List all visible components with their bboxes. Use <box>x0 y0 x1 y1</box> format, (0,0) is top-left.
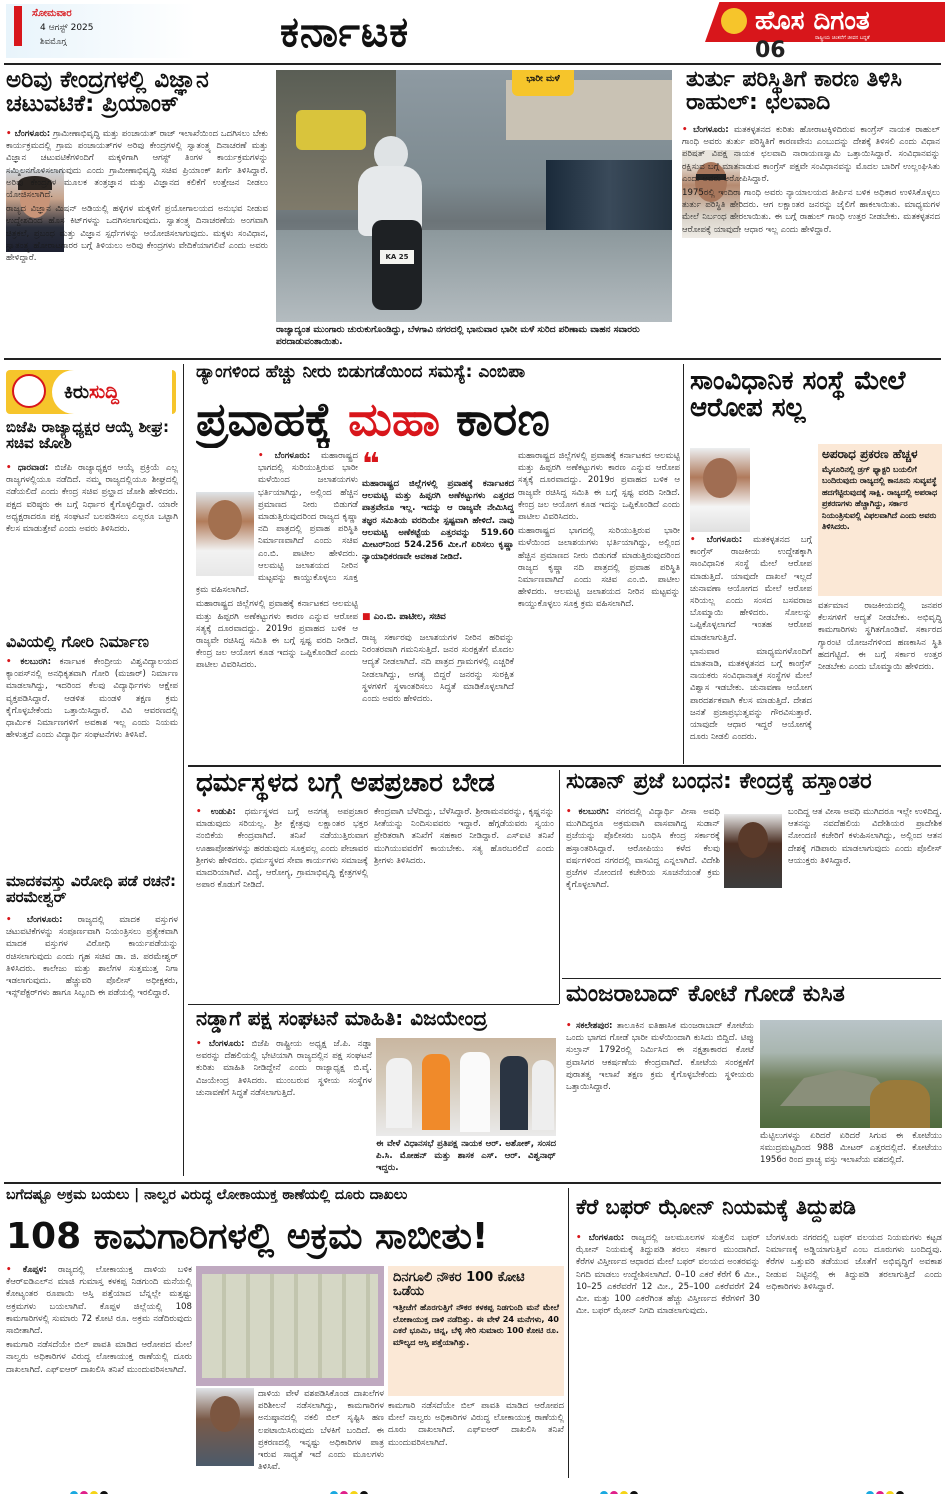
story6-body-p2: ಬಂದಿದ್ದ ಆತ ವೀಸಾ ಅವಧಿ ಮುಗಿದರೂ ಇಲ್ಲೇ ಉಳಿದಿದ್ದ. ಆತನನ್ನು ನವದೆಹಲಿಯ ವಿದೇಶಿಯರ ಪ್ರಾದೇಶಿಕ ನೋಂದಣಿ ಕಚೇರಿಗೆ ಕಳುಹಿಸಲಾಗಿದ್ದು, ಅಲ್ಲಿಂದ ಆತನ ದೇಶಕ್ಕೆ ಗಡಿಪಾರು ಮಾಡಲಾಗುವುದು ಎಂದು ಪೊಲೀಸ್ ಆಯುಕ್ತರು ತಿಳಿಸಿದ್ದಾರೆ. <box>788 807 942 866</box>
story3-body-p1: ಮಹಾರಾಷ್ಟ್ರದ ಭಾಗದಲ್ಲಿ ಸುರಿಯುತ್ತಿರುವ ಭಾರೀ ಮಳೆಯಿಂದ ಜಲಾಶಯಗಳು ಭರ್ತಿಯಾಗಿದ್ದು, ಅಲ್ಲಿಂದ ಹೆಚ್ಚಿನ ಪ್ರಮಾಣದ ನೀರು ಬಿಡುಗಡೆ ಮಾಡುತ್ತಿರುವುದರಿಂದ ರಾಜ್ಯದ ಕೃಷ್ಣಾ ನದಿ ಪಾತ್ರದಲ್ಲಿ ಪ್ರವಾಹ ಪರಿಸ್ಥಿತಿ ನಿರ್ಮಾಣವಾಗಿದೆ ಎಂದು ಸಚಿವ ಎಂ.ಬಿ. ಪಾಟೀಲ ಹೇಳಿದರು. ಆಲಮಟ್ಟಿ ಜಲಾಶಯದ ನೀರಿನ ಮಟ್ಟವನ್ನು ಕಾಯ್ದುಕೊಳ್ಳಲು ಸೂಕ್ತ ಕ್ರಮ ವಹಿಸಲಾಗಿದೆ. <box>196 451 358 596</box>
story4-body-col1 <box>690 444 812 762</box>
story7-body-col2 <box>760 1130 942 1176</box>
story5-headline: ಧರ್ಮಸ್ಥಳದ ಬಗ್ಗೆ ಅಪಪ್ರಚಾರ ಬೇಡ <box>196 770 495 798</box>
brief1-body-text: ಬಿಜೆಪಿ ರಾಜ್ಯಾಧ್ಯಕ್ಷರ ಆಯ್ಕೆ ಪ್ರಕ್ರಿಯೆ ಎಲ್ಲ ರಾಜ್ಯಗಳಲ್ಲಿಯೂ ನಡೆದಿದೆ. ನಮ್ಮ ರಾಜ್ಯದಲ್ಲಿಯೂ ಶೀಘ್ರದಲ್ಲಿ ನಡೆಯಲಿದೆ ಎಂದು ಕೇಂದ್ರ ಸಚಿವ ಪ್ರಲ್ಹಾದ ಜೋಶಿ ಹೇಳಿದರು. ಪಕ್ಷದ ವರಿಷ್ಠರು ಈ ಬಗ್ಗೆ ನಿರ್ಧಾರ ಕೈಗೊಳ್ಳಲಿದ್ದಾರೆ. ಯಾರೇ ಅಧ್ಯಕ್ಷರಾದರೂ ಪಕ್ಷ ಸಂಘಟನೆ ಬಲಪಡಿಸಲು ಎಲ್ಲರೂ ಒಟ್ಟಾಗಿ ಕೆಲಸ ಮಾಡುತ್ತೇವೆ ಎಂದು ಅವರು ತಿಳಿಸಿದರು. <box>6 463 178 535</box>
story3-quote-by: ಎಂ.ಬಿ. ಪಾಟೀಲ, ಸಚಿವ <box>373 612 446 622</box>
story3-body-col1 <box>196 450 358 762</box>
story7-body-p1: ತಾಲೂಕಿನ ಐತಿಹಾಸಿಕ ಮಂಜರಾಬಾದ್ ಕೋಟೆಯ ಒಂದು ಭಾಗದ ಗೋಡೆ ಭಾರೀ ಮಳೆಯಿಂದಾಗಿ ಕುಸಿದು ಬಿದ್ದಿದೆ. ಟಿಪ್ಪು ಸುಲ್ತಾನ್ 1792ರಲ್ಲಿ ನಿರ್ಮಿಸಿದ ಈ ನಕ್ಷತ್ರಾಕಾರದ ಕೋಟೆ ಪ್ರವಾಸಿಗರ ಆಕರ್ಷಣೆಯ ಕೇಂದ್ರವಾಗಿದೆ. ಕೋಟೆಯ ಸಂರಕ್ಷಣೆಗೆ ಪುರಾತತ್ವ ಇಲಾಖೆ ತಕ್ಷಣ ಕ್ರಮ ಕೈಗೊಳ್ಳಬೇಕೆಂದು ಸ್ಥಳೀಯರು ಒತ್ತಾಯಿಸಿದ್ದಾರೆ. <box>566 1021 754 1093</box>
brief1-headline: ಬಿಜೆಪಿ ರಾಜ್ಯಾಧ್ಯಕ್ಷರ ಆಯ್ಕೆ ಶೀಘ್ರ: ಸಚಿವ ಜೋಶಿ <box>6 420 169 452</box>
story6-body-col1 <box>566 806 782 974</box>
story3-body-col2 <box>362 632 514 762</box>
story3-headline-b: ಮಹಾ <box>348 392 440 446</box>
scooter-plate: KA 25 <box>380 250 414 264</box>
story9-kicker: ಬಗೆದಷ್ಟೂ ಅಕ್ರಮ ಬಯಲು | ನಾಲ್ವರ ವಿರುದ್ಧ ಲೋಕಾಯುಕ್ತ ಠಾಣೆಯಲ್ಲಿ ದೂರು ದಾಖಲು <box>6 1188 408 1203</box>
brief1-body <box>6 462 178 632</box>
story2-body-p2: 1975ರಲ್ಲಿ ಇಂದಿರಾ ಗಾಂಧಿ ಅವರು ನ್ಯಾಯಾಲಯದ ತೀರ್ಪಿನ ಬಳಿಕ ಅಧಿಕಾರ ಉಳಿಸಿಕೊಳ್ಳಲು ತುರ್ತು ಪರಿಸ್ಥಿತಿ ಹೇರಿದರು. ಆಗ ಲಕ್ಷಾಂತರ ಜನರನ್ನು ಜೈಲಿಗೆ ಹಾಕಲಾಯಿತು. ಮಾಧ್ಯಮಗಳ ಮೇಲೆ ನಿರ್ಬಂಧ ಹೇರಲಾಯಿತು. ಈ ಬಗ್ಗೆ ರಾಹುಲ್ ಗಾಂಧಿ ಉತ್ತರ ನೀಡಬೇಕು. ಮತಕಳ್ಳತನದ ಆರೋಪಕ್ಕೆ ಯಾವುದೇ ಆಧಾರ ಇಲ್ಲ ಎಂದು ಹೇಳಿದ್ದಾರೆ. <box>682 188 940 235</box>
story5-dateline: • ಉಡುಪಿ: <box>196 807 236 817</box>
brief2-headline: ವಿವಿಯಲ್ಲಿ ಗೋರಿ ನಿರ್ಮಾಣ <box>6 634 149 651</box>
story4-body-p3: ವರ್ತಮಾನ ರಾಜಕೀಯದಲ್ಲಿ ಜನಪರ ಕೆಲಸಗಳಿಗೆ ಆದ್ಯತೆ ನೀಡಬೇಕು. ಅಭಿವೃದ್ಧಿ ಕಾಮಗಾರಿಗಳು ಸ್ಥಗಿತಗೊಂಡಿವೆ. ಸರ್ಕಾರದ ಗ್ಯಾರಂಟಿ ಯೋಜನೆಗಳಿಂದ ಹಣಕಾಸಿನ ಸ್ಥಿತಿ ಹದಗೆಟ್ಟಿದೆ. ಈ ಬಗ್ಗೆ ಸರ್ಕಾರ ಉತ್ತರ ನೀಡಬೇಕು ಎಂದು ಬೊಮ್ಮಾಯಿ ಹೇಳಿದರು. <box>818 601 942 673</box>
lead-photo-caption: ರಾಜ್ಯಾದ್ಯಂತ ಮುಂಗಾರು ಚುರುಕುಗೊಂಡಿದ್ದು, ಬೆಳಗಾವಿ ನಗರದಲ್ಲಿ ಭಾನುವಾರ ಭಾರೀ ಮಳೆ ಸುರಿದ ಪರಿಣಾಮ ವಾಹನ ಸವಾರರು ಪರದಾಡುವಂತಾಯಿತು. <box>276 325 640 347</box>
story8-dateline: • ಬೆಂಗಳೂರು: <box>196 1039 244 1049</box>
masthead-rule <box>4 63 941 65</box>
story2-dateline: • ಬೆಂಗಳೂರು: <box>682 125 729 135</box>
story3-headline-c: ಕಾರಣ <box>455 392 550 446</box>
story9-box-head: ದಿನಗೂಲಿ ನೌಕರ 100 ಕೋಟಿ ಒಡೆಯ <box>393 1270 525 1299</box>
story1-dateline: • ಬೆಂಗಳೂರು: <box>6 129 50 139</box>
story3-body-p1b: ಮಹಾರಾಷ್ಟ್ರದ ಭಾಗದಲ್ಲಿ ಸುರಿಯುತ್ತಿರುವ ಭಾರೀ ಮಳೆಯಿಂದ ಜಲಾಶಯಗಳು ಭರ್ತಿಯಾಗಿದ್ದು, ಅಲ್ಲಿಂದ ಹೆಚ್ಚಿನ ಪ್ರಮಾಣದ ನೀರು ಬಿಡುಗಡೆ ಮಾಡುತ್ತಿರುವುದರಿಂದ ರಾಜ್ಯದ ಕೃಷ್ಣಾ ನದಿ ಪಾತ್ರದಲ್ಲಿ ಪ್ರವಾಹ ಪರಿಸ್ಥಿತಿ ನಿರ್ಮಾಣವಾಗಿದೆ ಎಂದು ಸಚಿವ ಎಂ.ಬಿ. ಪಾಟೀಲ ಹೇಳಿದರು. ಆಲಮಟ್ಟಿ ಜಲಾಶಯದ ನೀರಿನ ಮಟ್ಟವನ್ನು ಕಾಯ್ದುಕೊಳ್ಳಲು ಸೂಕ್ತ ಕ್ರಮ ವಹಿಸಲಾಗಿದೆ. <box>518 526 680 610</box>
story3-quote: ಮಹಾರಾಷ್ಟ್ರದ ಜಿಲ್ಲೆಗಳಲ್ಲಿ ಪ್ರವಾಹಕ್ಕೆ ಕರ್ನಾಟಕದ ಆಲಮಟ್ಟಿ ಮತ್ತು ಹಿಪ್ಪರಗಿ ಅಣೆಕಟ್ಟುಗಳು ಎತ್ತರದ ಪಾತ್ರವೇನೂ ಇಲ್ಲ. ಇದನ್ನು ಆ ರಾಜ್ಯವೇ ನೇಮಿಸಿದ್ದ ತಜ್ಞರ ಸಮಿತಿಯ ವರದಿಯೇ ಸ್ಪಷ್ಟವಾಗಿ ಹೇಳಿದೆ. ನಾವು ಆಲಮಟ್ಟಿ ಅಣೆಕಟ್ಟೆಯ ಎತ್ತರವನ್ನು 519.60 ಮೀಟರ್‌ನಿಂದ 524.256 ಮೀ.ಗೆ ಏರಿಸಲು ಕೃಷ್ಣಾ ನ್ಯಾಯಾಧಿಕರಣವೇ ಅವಕಾಶ ನೀಡಿದೆ. <box>362 479 514 563</box>
story2-body <box>682 124 940 354</box>
registration-marks-left <box>70 1484 130 1494</box>
story1-body-p1: ಗ್ರಾಮೀಣಾಭಿವೃದ್ಧಿ ಮತ್ತು ಪಂಚಾಯತ್ ರಾಜ್ ಇಲಾಖೆಯಿಂದ ಒದಗಿಸಲು ಬೇಕು ಕಾರ್ಯಕ್ರಮದಲ್ಲಿ ಗ್ರಾಮ ಪಂಚಾಯತ್‌ಗಳ ಅರಿವು ಕೇಂದ್ರಗಳಲ್ಲಿ ಸ್ವಾತಂತ್ರ್ಯ ದಿನಾಚರಣೆ ಮತ್ತು ವಿಜ್ಞಾನ ಚಟುವಟಿಕೆಗಳಿಂದಿಗೆ ಮಕ್ಕಳಿಗಾಗಿ ಆಗಸ್ಟ್ ತಿಂಗಳ ಕಾರ್ಯಕ್ರಮಗಳನ್ನು ಸಮ್ಮಿಲನಗೊಳಿಸಲಾಗುವುದು ಎಂದು ಗ್ರಾಮೀಣಾಭಿವೃದ್ಧಿ ಸಚಿವ ಪ್ರಿಯಾಂಕ್ ಖರ್ಗೆ ತಿಳಿಸಿದ್ದಾರೆ. ಅರಿವು ಕೇಂದ್ರಗಳ ಮೂಲಕ ತಂತ್ರಜ್ಞಾನ ಮತ್ತು ವಿಜ್ಞಾನದ ಕಲಿಕೆಗೆ ಉತ್ತೇಜನ ನೀಡಲು ಯೋಜಿಸಲಾಗಿದೆ. <box>6 129 268 201</box>
story7-body-col1 <box>566 1020 754 1176</box>
story10-headline: ಕೆರೆ ಬಫರ್ ಝೋನ್ ನಿಯಮಕ್ಕೆ ತಿದ್ದುಪಡಿ <box>576 1196 856 1219</box>
row1-rule <box>4 358 941 360</box>
registration-marks-right <box>866 1484 926 1494</box>
story5-divider <box>559 770 560 1004</box>
story10-body-p2: ಬೆಂಗಳೂರು ನಗರದಲ್ಲಿ ಬಫರ್ ವಲಯದ ನಿಯಮಗಳು ಕಟ್ಟಡ ನಿರ್ಮಾಣಕ್ಕೆ ಅಡ್ಡಿಯಾಗುತ್ತಿವೆ ಎಂಬ ದೂರುಗಳು ಬಂದಿದ್ದವು. ಕೆರೆಗಳ ಒತ್ತುವರಿ ತಡೆಯುವ ಜೊತೆಗೆ ಅಭಿವೃದ್ಧಿಗೆ ಅವಕಾಶ ನೀಡುವ ನಿಟ್ಟಿನಲ್ಲಿ ಈ ತಿದ್ದುಪಡಿ ತರಲಾಗುತ್ತಿದೆ ಎಂದು ಅಧಿಕಾರಿಗಳು ತಿಳಿಸಿದ್ದಾರೆ. <box>766 1233 942 1292</box>
sudan-accused-photo <box>724 814 782 888</box>
brief2-body <box>6 656 178 872</box>
registration-marks-center <box>330 1484 390 1494</box>
brief2-body-text: ಕರ್ನಾಟಕ ಕೇಂದ್ರೀಯ ವಿಶ್ವವಿದ್ಯಾಲಯದ ಕ್ಯಾಂಪಸ್‌ನಲ್ಲಿ ಅನಧಿಕೃತವಾಗಿ ಗೋರಿ (ಮಜಾರ್) ನಿರ್ಮಾಣ ಮಾಡಲಾಗಿದ್ದು, ಇದರಿಂದ ಕೆಲವು ವಿದ್ಯಾರ್ಥಿಗಳು ಆಕ್ಷೇಪ ವ್ಯಕ್ತಪಡಿಸಿದ್ದಾರೆ. ಆಡಳಿತ ಮಂಡಳಿ ತಕ್ಷಣ ಕ್ರಮ ಕೈಗೊಳ್ಳಬೇಕೆಂದು ಒತ್ತಾಯಿಸಿದ್ದಾರೆ. ವಿವಿ ಆವರಣದಲ್ಲಿ ಧಾರ್ಮಿಕ ನಿರ್ಮಾಣಗಳಿಗೆ ಅವಕಾಶ ಇಲ್ಲ ಎಂದು ನಿಯಮ ಹೇಳುತ್ತದೆ ಎಂದು ವಿದ್ಯಾರ್ಥಿ ಸಂಘಟನೆಗಳು ತಿಳಿಸಿವೆ. <box>6 657 178 741</box>
story10-body-p1: ರಾಜ್ಯದಲ್ಲಿ ಜಲಮೂಲಗಳ ಸುತ್ತಲಿನ ಬಫರ್ ಝೋನ್ ನಿಯಮಕ್ಕೆ ತಿದ್ದುಪಡಿ ತರಲು ಸರ್ಕಾರ ಮುಂದಾಗಿದೆ. ಕೆರೆಗಳ ವಿಸ್ತೀರ್ಣದ ಆಧಾರದ ಮೇಲೆ ಬಫರ್ ವಲಯದ ಅಂತರವನ್ನು ನಿಗದಿ ಮಾಡಲು ಉದ್ದೇಶಿಸಲಾಗಿದೆ. 0–10 ಎಕರೆ ಕೆರೆಗೆ 6 ಮೀ., 10–25 ಎಕರೆವರೆಗೆ 12 ಮೀ., 25–100 ಎಕರೆವರೆಗೆ 24 ಮೀ. ಮತ್ತು 100 ಎಕರೆಗಿಂತ ಹೆಚ್ಚು ವಿಸ್ತೀರ್ಣದ ಕೆರೆಗಳಿಗೆ 30 ಮೀ. ಬಫರ್ ಝೋನ್ ನಿಗದಿ ಮಾಡಲಾಗುವುದು. <box>576 1233 760 1317</box>
brief3-headline: ಮಾದಕವಸ್ತು ವಿರೋಧಿ ಪಡೆ ರಚನೆ: ಪರಮೇಶ್ವರ್ <box>6 874 176 906</box>
story9-body-col2 <box>258 1388 384 1476</box>
masthead-city: ಶಿವಮೊಗ್ಗ <box>40 37 67 47</box>
crime-box-body: ಮೈಸೂರಿನಲ್ಲಿ ಡ್ರಗ್ ಫ್ಯಾಕ್ಟರಿ ಬಯಲಿಗೆ ಬಂದಿರುವುದು ರಾಜ್ಯದಲ್ಲಿ ಕಾನೂನು ಸುವ್ಯವಸ್ಥೆ ಹದಗೆಟ್ಟಿರುವುದಕ್ಕೆ ಸಾಕ್ಷಿ. ರಾಜ್ಯದಲ್ಲಿ ಅಪರಾಧ ಪ್ರಕರಣಗಳು ಹೆಚ್ಚಾಗಿದ್ದು, ಸರ್ಕಾರ ನಿಯಂತ್ರಿಸುವಲ್ಲಿ ವಿಫಲವಾಗಿದೆ ಎಂದು ಅವರು ತಿಳಿಸಿದರು. <box>822 464 938 532</box>
crime-box-head: ಅಪರಾಧ ಪ್ರಕರಣ ಹೆಚ್ಚಳ <box>822 447 918 461</box>
story5-body-p1: ಧರ್ಮಸ್ಥಳದ ಬಗ್ಗೆ ಅನಗತ್ಯ ಅಪಪ್ರಚಾರ ಮಾಡುವುದು ಸರಿಯಲ್ಲ. ಶ್ರೀ ಕ್ಷೇತ್ರವು ಲಕ್ಷಾಂತರ ಭಕ್ತರ ನಂಬಿಕೆಯ ಕೇಂದ್ರವಾಗಿದೆ. ತನಿಖೆ ನಡೆಯುತ್ತಿರುವಾಗ ಊಹಾಪೋಹಗಳನ್ನು ಹರಡುವುದು ಸೂಕ್ತವಲ್ಲ ಎಂದು ಪೇಜಾವರ ಶ್ರೀಗಳು ಹೇಳಿದರು. ಧರ್ಮಸ್ಥಳದ ಸೇವಾ ಕಾರ್ಯಗಳು ಸಮಾಜಕ್ಕೆ ಮಾದರಿಯಾಗಿವೆ. ವಿದ್ಯೆ, ಆರೋಗ್ಯ, ಗ್ರಾಮಾಭಿವೃದ್ಧಿ ಕ್ಷೇತ್ರಗಳಲ್ಲಿ ಅಪಾರ ಕೊಡುಗೆ ನೀಡಿದೆ. <box>196 807 368 891</box>
story8-headline: ನಡ್ಡಾಗೆ ಪಕ್ಷ ಸಂಘಟನೆ ಮಾಹಿತಿ: ವಿಜಯೇಂದ್ರ <box>196 1008 488 1030</box>
center-right-divider <box>683 364 684 764</box>
story5-body-col2 <box>374 806 554 1002</box>
story2-body-p1: ಮತಕಳ್ಳತನದ ಕುರಿತು ಹೋರಾಟಕ್ಕಿಳಿದಿರುವ ಕಾಂಗ್ರೆಸ್ ನಾಯಕ ರಾಹುಲ್ ಗಾಂಧಿ ಅವರು ತುರ್ತು ಪರಿಸ್ಥಿತಿಗೆ ಕಾರಣವೇನು ಎಂಬುದನ್ನು ದೇಶಕ್ಕೆ ತಿಳಿಸಲಿ ಎಂದು ವಿಧಾನ ಪರಿಷತ್ ವಿಪಕ್ಷ ನಾಯಕ ಛಲವಾದಿ ನಾರಾಯಣಸ್ವಾಮಿ ಒತ್ತಾಯಿಸಿದ್ದಾರೆ. ಸಂವಿಧಾನವನ್ನು ರಕ್ಷಿಸುವ ಬಗ್ಗೆ ಮಾತನಾಡುವ ಕಾಂಗ್ರೆಸ್ ಪಕ್ಷವೇ ಸಂವಿಧಾನವನ್ನು ಮೊದಲ ಬಾರಿಗೆ ಉಲ್ಲಂಘಿಸಿತು ಎಂದು ಅವರು ಆರೋಪಿಸಿದ್ದಾರೆ. <box>682 125 940 184</box>
heavy-rain-badge <box>512 70 574 96</box>
story5-body-col1 <box>196 806 368 1002</box>
story4-body-p2: ಭಾನುವಾರ ಮಾಧ್ಯಮಗಳೊಂದಿಗೆ ಮಾತನಾಡಿ, ಮತಕಳ್ಳತನದ ಬಗ್ಗೆ ಕಾಂಗ್ರೆಸ್ ನಾಯಕರು ಸಂವಿಧಾನಾತ್ಮಕ ಸಂಸ್ಥೆಗಳ ಮೇಲೆ ವಿಶ್ವಾಸ ಇಡಬೇಕು. ಚುನಾವಣಾ ಆಯೋಗ ಪಾರದರ್ಶಕವಾಗಿ ಕೆಲಸ ಮಾಡುತ್ತಿದೆ. ದೇಶದ ಜನತೆ ಪ್ರಜಾಪ್ರಭುತ್ವವನ್ನು ಗೌರವಿಸುತ್ತಾರೆ. ಯಾವುದೇ ಆಧಾರ ಇದ್ದರೆ ಆಯೋಗಕ್ಕೆ ದೂರು ನೀಡಲಿ ಎಂದರು. <box>690 646 812 743</box>
story3-kicker: ಡ್ಯಾಂಗಳಿಂದ ಹೆಚ್ಚು ನೀರು ಬಿಡುಗಡೆಯಿಂದ ಸಮಸ್ಯೆ: ಎಂಬಿಪಾ <box>196 364 526 382</box>
story4-headline: ಸಾಂವಿಧಾನಿಕ ಸಂಸ್ಥೆ ಮೇಲೆ ಆರೋಪ ಸಲ್ಲ <box>690 368 906 424</box>
story6-dateline: • ಕಲಬುರಗಿ: <box>566 807 609 817</box>
brand-block <box>705 2 945 60</box>
seized-cash-photo <box>196 1266 384 1386</box>
story6-headline: ಸುಡಾನ್ ಪ್ರಜೆ ಬಂಧನ: ಕೇಂದ್ರಕ್ಕೆ ಹಸ್ತಾಂತರ <box>566 770 872 794</box>
story9-box <box>388 1266 564 1396</box>
story7-dateline: • ಸಕಲೇಶಪುರ: <box>566 1021 613 1031</box>
kirusuddi-label-b: ಸುದ್ದಿ <box>89 381 120 403</box>
masthead <box>0 0 945 62</box>
story3-headline <box>196 390 680 448</box>
story3-quote-box <box>362 450 514 630</box>
row2-rule <box>188 765 941 767</box>
story6-body-col2 <box>788 806 942 974</box>
brief1-dateline: • ಧಾರವಾಡ: <box>6 463 48 473</box>
story4-dateline: • ಬೆಂಗಳೂರು: <box>690 535 742 545</box>
masthead-date: 4 ಆಗಸ್ಟ್ 2025 <box>40 23 94 33</box>
story10-body-col2 <box>766 1232 942 1478</box>
masthead-day: ಸೋಮವಾರ <box>32 8 72 19</box>
story3-headline-a: ಪ್ರವಾಹಕ್ಕೆ <box>196 392 333 446</box>
story9-body-p1: ರಾಜ್ಯದಲ್ಲಿ ಲೋಕಾಯುಕ್ತ ದಾಳಿಯ ಬಳಿಕ ಕೆಆರ್‌ಐಡಿಎಲ್‌ನ ಮಾಜಿ ಗುಮಾಸ್ತ ಕಳಕಪ್ಪ ನಿಡಗುಂದಿ ಮನೆಯಲ್ಲಿ ಕೋಟ್ಯಂತರ ರೂಪಾಯಿ ಆಸ್ತಿ ಪತ್ತೆಯಾದ ಬೆನ್ನಲ್ಲೇ ಮತ್ತಷ್ಟು ಅಕ್ರಮಗಳು ಬಯಲಾಗಿವೆ. ಕೊಪ್ಪಳ ಜಿಲ್ಲೆಯಲ್ಲಿ 108 ಕಾಮಗಾರಿಗಳಲ್ಲಿ ಸುಮಾರು 72 ಕೋಟಿ ರೂ. ಅಕ್ರಮ ನಡೆದಿರುವುದು ಸಾಬೀತಾಗಿದೆ. <box>6 1265 192 1337</box>
story6-body-p1: ನಗರದಲ್ಲಿ ವಿದ್ಯಾರ್ಥಿ ವೀಸಾ ಅವಧಿ ಮುಗಿದಿದ್ದರೂ ಅಕ್ರಮವಾಗಿ ವಾಸವಾಗಿದ್ದ ಸುಡಾನ್ ಪ್ರಜೆಯನ್ನು ಪೊಲೀಸರು ಬಂಧಿಸಿ ಕೇಂದ್ರ ಸರ್ಕಾರಕ್ಕೆ ಹಸ್ತಾಂತರಿಸಿದ್ದಾರೆ. ಆರೋಪಿಯು ಕಳೆದ ಕೆಲವು ವರ್ಷಗಳಿಂದ ನಗರದಲ್ಲಿ ವಾಸವಿದ್ದ ಎನ್ನಲಾಗಿದೆ. ವಿದೇಶಿ ಪ್ರಜೆಗಳ ನೋಂದಣಿ ಕಚೇರಿಯ ಸೂಚನೆಯಂತೆ ಕ್ರಮ ಕೈಗೊಳ್ಳಲಾಗಿದೆ. <box>566 807 720 891</box>
heavy-rain-badge-label: ಭಾರೀ ಮಳೆ <box>526 74 560 84</box>
story6-bottom-rule <box>562 978 941 979</box>
mbpatil-photo <box>196 492 254 576</box>
brief2-dateline: • ಕಲಬುರಗಿ: <box>6 657 51 667</box>
story3-body-p3b: ಮಹಾರಾಷ್ಟ್ರದ ಜಿಲ್ಲೆಗಳಲ್ಲಿ ಪ್ರವಾಹಕ್ಕೆ ಕರ್ನಾಟಕದ ಆಲಮಟ್ಟಿ ಮತ್ತು ಹಿಪ್ಪರಗಿ ಅಣೆಕಟ್ಟುಗಳು ಕಾರಣ ಎನ್ನುವ ಆರೋಪ ಸತ್ಯಕ್ಕೆ ದೂರವಾದದ್ದು. 2019ರ ಪ್ರವಾಹದ ಬಳಿಕ ಆ ರಾಜ್ಯವೇ ರಚಿಸಿದ್ದ ಸಮಿತಿ ಈ ಬಗ್ಗೆ ಸ್ಪಷ್ಟ ವರದಿ ನೀಡಿದೆ. ಕೇಂದ್ರ ಜಲ ಆಯೋಗ ಕೂಡ ಇದನ್ನು ಒಪ್ಪಿಕೊಂಡಿದೆ ಎಂದು ಪಾಟೀಲ ವಿವರಿಸಿದರು. <box>518 451 680 523</box>
row3-rule <box>4 1182 941 1184</box>
brief3-dateline: • ಬೆಂಗಳೂರು: <box>6 915 62 925</box>
story2-headline: ತುರ್ತು ಪರಿಸ್ಥಿತಿಗೆ ಕಾರಣ ತಿಳಿಸಿ ರಾಹುಲ್: ಛಲವಾದಿ <box>686 68 902 116</box>
story9-body-col1 <box>6 1264 192 1476</box>
story4-body-p1: ಮತಕಳ್ಳತನದ ಬಗ್ಗೆ ಕಾಂಗ್ರೆಸ್ ರಾಜಕೀಯ ಉದ್ದೇಶಕ್ಕಾಗಿ ಸಾಂವಿಧಾನಿಕ ಸಂಸ್ಥೆ ಮೇಲೆ ಆರೋಪ ಮಾಡುತ್ತಿದೆ. ಯಾವುದೇ ದಾಖಲೆ ಇಲ್ಲದೆ ಚುನಾವಣಾ ಆಯೋಗದ ಮೇಲೆ ಆರೋಪ ಸರಿಯಲ್ಲ ಎಂದು ಸಂಸದ ಬಸವರಾಜ ಬೊಮ್ಮಾಯಿ ಹೇಳಿದರು. ಸೋಲನ್ನು ಒಪ್ಪಿಕೊಳ್ಳಲಾಗದೆ ಇಂತಹ ಆರೋಪ ಮಾಡಲಾಗುತ್ತಿದೆ. <box>690 535 812 643</box>
story7-body-p2: ಮೆಟ್ಟಿಲುಗಳನ್ನು ಏರಿದರೆ ಏರಿದರೆ ಸಿಗುವ ಈ ಕೋಟೆಯು ಸಮುದ್ರಮಟ್ಟದಿಂದ 988 ಮೀಟರ್ ಎತ್ತರದಲ್ಲಿದೆ. ಕೋಟೆಯು 1956ರ ರಿಂದ ಪ್ರಾಚ್ಯ ವಸ್ತು ಇಲಾಖೆಯ ವಶದಲ್ಲಿದೆ. <box>760 1131 942 1166</box>
kalakappa-photo <box>196 1388 254 1466</box>
story4-body-col2 <box>818 600 942 762</box>
story8-body <box>196 1038 372 1178</box>
section-title: ಕರ್ನಾಟಕ <box>280 7 410 56</box>
story9-dateline: • ಕೊಪ್ಪಳ: <box>6 1265 47 1275</box>
nadda-meeting-photo <box>376 1038 556 1136</box>
brand-name: ಹೊಸ ದಿಗಂತ <box>755 6 870 36</box>
kirusuddi-tag <box>6 370 176 414</box>
story1-headline: ಅರಿವು ಕೇಂದ್ರಗಳಲ್ಲಿ ವಿಜ್ಞಾನ ಚಟುವಟಿಕೆ: ಪ್ರಿಯಾಂಕ್ <box>6 68 209 118</box>
date-accent-bar <box>14 6 22 46</box>
date-block <box>6 4 196 58</box>
brief3-body <box>6 914 178 1174</box>
story1-body-p2: ರಾಜ್ಯದ ವಿಜ್ಞಾನ ಮಿಷನ್ ಅಡಿಯಲ್ಲಿ ಹಳ್ಳಿಗಳ ಮಕ್ಕಳಿಗೆ ಪ್ರಯೋಗಾಲಯದ ಅನುಭವ ನೀಡುವ ಉದ್ದೇಶದಿಂದ ಹೊಸ ಕಿಟ್‌ಗಳನ್ನು ಒದಗಿಸಲಾಗುವುದು. ಸ್ವಾತಂತ್ರ್ಯ ದಿನಾಚರಣೆಯ ಅಂಗವಾಗಿ ಚಿತ್ರಕಲೆ, ಪ್ರಬಂಧ ಮತ್ತು ವಿಜ್ಞಾನ ಸ್ಪರ್ಧೆಗಳನ್ನು ಆಯೋಜಿಸಲಾಗುವುದು. ಮಕ್ಕಳು ಸಂವಿಧಾನ, ಸ್ವಾತಂತ್ರ್ಯ ಹೋರಾಟಗಾರರ ಬಗ್ಗೆ ತಿಳಿಯಲು ಅರಿವು ಕೇಂದ್ರಗಳು ವೇದಿಕೆಯಾಗಲಿವೆ ಎಂದು ಅವರು ಹೇಳಿದ್ದಾರೆ. <box>6 204 268 264</box>
left-column-divider <box>183 364 184 1176</box>
bommai-photo <box>690 448 750 532</box>
story9-body-col3 <box>388 1400 564 1476</box>
story9-body-p3: ದಾಳಿಯ ವೇಳೆ ವಶಪಡಿಸಿಕೊಂಡ ದಾಖಲೆಗಳ ಪರಿಶೀಲನೆ ನಡೆಸಲಾಗಿದ್ದು, ಕಾಮಗಾರಿಗಳ ಅನುಷ್ಠಾನದಲ್ಲಿ ನಕಲಿ ಬಿಲ್ ಸೃಷ್ಟಿಸಿ ಹಣ ಲಪಟಾಯಿಸಿರುವುದು ಬೆಳಕಿಗೆ ಬಂದಿದೆ. ಈ ಪ್ರಕರಣದಲ್ಲಿ ಇನ್ನಷ್ಟು ಅಧಿಕಾರಿಗಳ ಪಾತ್ರ ಇರುವ ಸಾಧ್ಯತೆ ಇದೆ ಎಂದು ಮೂಲಗಳು ತಿಳಿಸಿವೆ. <box>258 1389 384 1473</box>
story8-top-rule <box>188 1004 559 1005</box>
finger-point-icon <box>12 374 46 408</box>
kirusuddi-label-a: ಕಿರು <box>64 381 89 403</box>
fort-photo <box>760 1020 942 1128</box>
quote-square-icon: ■ <box>362 612 374 622</box>
story1-body <box>6 128 268 353</box>
story9-box-body: ಇತ್ತೀಚೆಗೆ ಹೊರಗುತ್ತಿಗೆ ನೌಕರ ಕಳಕಪ್ಪ ನಿಡಗುಂದಿ ಮನೆ ಮೇಲೆ ಲೋಕಾಯುಕ್ತ ದಾಳಿ ನಡೆದಿತ್ತು. ಈ ವೇಳೆ 24 ಮನೆಗಳು, 40 ಎಕರೆ ಭೂಮಿ, ಚಿನ್ನ, ಬೆಳ್ಳಿ ಸೇರಿ ಸುಮಾರು 100 ಕೋಟಿ ರೂ. ಮೌಲ್ಯದ ಆಸ್ತಿ ಪತ್ತೆಯಾಗಿತ್ತು. <box>393 1302 559 1347</box>
crime-box <box>818 444 942 596</box>
brief3-body-text: ರಾಜ್ಯದಲ್ಲಿ ಮಾದಕ ವಸ್ತುಗಳ ಚಟುವಟಿಕೆಗಳನ್ನು ಸಂಪೂರ್ಣವಾಗಿ ನಿಯಂತ್ರಿಸಲು ಪ್ರತ್ಯೇಕವಾಗಿ ಮಾದಕ ವಸ್ತುಗಳ ವಿರೋಧಿ ಕಾರ್ಯಪಡೆಯನ್ನು ರಚಿಸಲಾಗುವುದು ಎಂದು ಗೃಹ ಸಚಿವ ಡಾ. ಜಿ. ಪರಮೇಶ್ವರ್ ತಿಳಿಸಿದರು. ಕಾಲೇಜು ಮತ್ತು ಶಾಲೆಗಳ ಸುತ್ತಮುತ್ತ ನಿಗಾ ಇಡಲಾಗುವುದು. ಹೆಚ್ಚುವರಿ ಪೊಲೀಸ್ ಅಧೀಕ್ಷಕರು, ಇನ್ಸ್‌ಪೆಕ್ಟರ್‌ಗಳು ಹಾಗೂ ಸಿಬ್ಬಂದಿ ಈ ಪಡೆಯಲ್ಲಿ ಇರಲಿದ್ದಾರೆ. <box>6 915 178 999</box>
story9-body-p2: ಕಾಮಗಾರಿ ನಡೆಸದೆಯೇ ಬಿಲ್ ಪಾವತಿ ಮಾಡಿದ ಆರೋಪದ ಮೇಲೆ ನಾಲ್ವರು ಅಧಿಕಾರಿಗಳ ವಿರುದ್ಧ ಲೋಕಾಯುಕ್ತ ಠಾಣೆಯಲ್ಲಿ ದೂರು ದಾಖಲಾಗಿದೆ. ಎಫ್‌ಐಆರ್ ದಾಖಲಿಸಿ ತನಿಖೆ ಮುಂದುವರಿಸಲಾಗಿದೆ. <box>6 1340 192 1375</box>
story10-body-col1 <box>576 1232 760 1478</box>
lamp-logo-icon <box>721 8 747 34</box>
story8-body-text: ಬಿಜೆಪಿ ರಾಷ್ಟ್ರೀಯ ಅಧ್ಯಕ್ಷ ಜೆ.ಪಿ. ನಡ್ಡಾ ಅವರನ್ನು ದೆಹಲಿಯಲ್ಲಿ ಭೇಟಿಯಾಗಿ ರಾಜ್ಯದಲ್ಲಿನ ಪಕ್ಷ ಸಂಘಟನೆ ಕುರಿತು ಮಾಹಿತಿ ನೀಡಿದ್ದೇನೆ ಎಂದು ರಾಜ್ಯಾಧ್ಯಕ್ಷ ಬಿ.ವೈ. ವಿಜಯೇಂದ್ರ ತಿಳಿಸಿದರು. ಮುಂಬರುವ ಸ್ಥಳೀಯ ಸಂಸ್ಥೆಗಳ ಚುನಾವಣೆಗೆ ಸಿದ್ಧತೆ ನಡೆಸಲಾಗುತ್ತಿದೆ. <box>196 1039 372 1098</box>
story7-headline: ಮಂಜರಾಬಾದ್ ಕೋಟೆ ಗೋಡೆ ಕುಸಿತ <box>566 982 845 1007</box>
story8-caption: ಈ ವೇಳೆ ವಿಧಾನಸಭೆ ಪ್ರತಿಪಕ್ಷ ನಾಯಕ ಆರ್. ಅಶೋಕ್, ಸಂಸದ ಪಿ.ಸಿ. ಮೋಹನ್ ಮತ್ತು ಶಾಸಕ ಎಸ್. ಆರ್. ವಿಶ್ವನಾಥ್ ಇದ್ದರು. <box>376 1139 556 1174</box>
story3-body-p3: ರಾಜ್ಯ ಸರ್ಕಾರವು ಜಲಾಶಯಗಳ ನೀರಿನ ಹರಿವನ್ನು ನಿರಂತರವಾಗಿ ಗಮನಿಸುತ್ತಿದೆ. ಜನರ ಸುರಕ್ಷತೆಗೆ ಮೊದಲ ಆದ್ಯತೆ ನೀಡಲಾಗಿದೆ. ನದಿ ಪಾತ್ರದ ಗ್ರಾಮಗಳಲ್ಲಿ ಎಚ್ಚರಿಕೆ ನೀಡಲಾಗಿದ್ದು, ಅಗತ್ಯ ಬಿದ್ದರೆ ಜನರನ್ನು ಸುರಕ್ಷಿತ ಸ್ಥಳಗಳಿಗೆ ಸ್ಥಳಾಂತರಿಸಲು ಸಿದ್ಧತೆ ಮಾಡಿಕೊಳ್ಳಲಾಗಿದೆ ಎಂದು ಅವರು ಹೇಳಿದರು. <box>362 633 514 705</box>
registration-marks-mid <box>600 1484 660 1494</box>
story3-body-col3 <box>518 450 680 762</box>
lead-rain-photo <box>276 70 672 322</box>
story3-body-p2: ಮಹಾರಾಷ್ಟ್ರದ ಜಿಲ್ಲೆಗಳಲ್ಲಿ ಪ್ರವಾಹಕ್ಕೆ ಕರ್ನಾಟಕದ ಆಲಮಟ್ಟಿ ಮತ್ತು ಹಿಪ್ಪರಗಿ ಅಣೆಕಟ್ಟುಗಳು ಕಾರಣ ಎನ್ನುವ ಆರೋಪ ಸತ್ಯಕ್ಕೆ ದೂರವಾದದ್ದು. 2019ರ ಪ್ರವಾಹದ ಬಳಿಕ ಆ ರಾಜ್ಯವೇ ರಚಿಸಿದ್ದ ಸಮಿತಿ ಈ ಬಗ್ಗೆ ಸ್ಪಷ್ಟ ವರದಿ ನೀಡಿದೆ. ಕೇಂದ್ರ ಜಲ ಆಯೋಗ ಕೂಡ ಇದನ್ನು ಒಪ್ಪಿಕೊಂಡಿದೆ ಎಂದು ಪಾಟೀಲ ವಿವರಿಸಿದರು. <box>196 599 358 671</box>
story5-body-p2: ಕೇಂದ್ರವಾಗಿ ಬೆಳೆದಿದ್ದು, ಬೆಳೆಸಿದ್ದಾರೆ. ಶ್ರೀರಾಮನವರನ್ನು, ಕೃಷ್ಣನನ್ನು ಸೀತೆಯನ್ನು ನಿಂದಿಸುವವರು ಇದ್ದಾರೆ. ಹೆಗ್ಗಡೆಯವರು ಸ್ವಯಂ ಪ್ರೇರಿತರಾಗಿ ತನಿಖೆಗೆ ಸಹಕಾರ ನೀಡಿದ್ದಾರೆ. ಎಸ್ಐಟಿ ತನಿಖೆ ಮುಗಿಯುವವರೆಗೆ ಕಾಯಬೇಕು. ಸತ್ಯ ಹೊರಬರಲಿದೆ ಎಂದು ಶ್ರೀಗಳು ತಿಳಿಸಿದರು. <box>374 807 554 866</box>
story9-headline: 108 ಕಾಮಗಾರಿಗಳಲ್ಲಿ ಅಕ್ರಮ ಸಾಬೀತು! <box>6 1216 489 1257</box>
page-number: 06 <box>755 38 786 60</box>
quote-mark-icon: ❝ <box>362 450 380 482</box>
story9-body-p3b: ಕಾಮಗಾರಿ ನಡೆಸದೆಯೇ ಬಿಲ್ ಪಾವತಿ ಮಾಡಿದ ಆರೋಪದ ಮೇಲೆ ನಾಲ್ವರು ಅಧಿಕಾರಿಗಳ ವಿರುದ್ಧ ಲೋಕಾಯುಕ್ತ ಠಾಣೆಯಲ್ಲಿ ದೂರು ದಾಖಲಾಗಿದೆ. ಎಫ್‌ಐಆರ್ ದಾಖಲಿಸಿ ತನಿಖೆ ಮುಂದುವರಿಸಲಾಗಿದೆ. <box>388 1401 564 1448</box>
bottom-divider <box>568 1188 569 1478</box>
story10-dateline: • ಬೆಂಗಳೂರು: <box>576 1233 624 1243</box>
brand-tagline: ರಾಷ್ಟ್ರೀಯ ಚಿಂತನೆಗೆ ಜೀವನ ಬದ್ಧತೆ <box>815 35 870 41</box>
story3-dateline: • ಬೆಂಗಳೂರು: <box>258 451 310 461</box>
